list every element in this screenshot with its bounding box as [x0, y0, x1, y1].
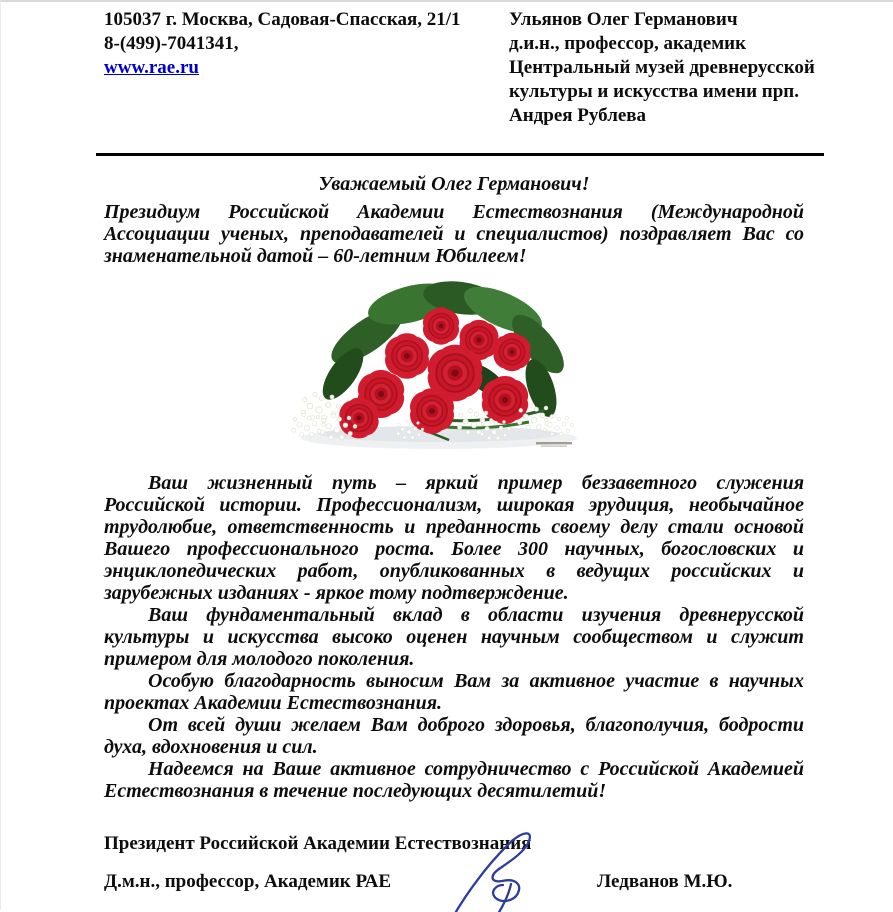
website-link[interactable]: www.rae.ru [104, 57, 199, 78]
recipient-organization: Центральный музей древнерусской культуры и искусства имени прп. Андрея Рублева [509, 57, 815, 126]
image-watermark [536, 442, 572, 447]
body-paragraph: Надеемся на Ваше активное сотрудничество с Российской Академией Естествознания в течение последующих десятилетий! [104, 758, 804, 802]
roses-photo [289, 270, 579, 452]
sender-address-block [104, 8, 499, 80]
body-paragraph: Ваш жизненный путь – яркий пример беззаветного служения Российской истории. Профессионализм, широкая эрудиция, необычайное трудолюбие, ответственность и преданность своему делу стали основой Вашего профессионального роста. Более 300 научных, богословских и энциклопедических работ, опубликованных в ведущих российских и зарубежных изданиях - яркое тому подтверждение. [104, 472, 804, 604]
letter-body [104, 472, 804, 802]
sender-phone-line: 8-(499)-7041341, [104, 33, 239, 54]
body-paragraph: Особую благодарность выносим Вам за активное участие в научных проектах Академии Естествознания. [104, 670, 804, 714]
signer-name: Ледванов М.Ю. [597, 871, 733, 892]
body-paragraph: От всей души желаем Вам доброго здоровья, благополучия, бодрости духа, вдохновения и сил. [104, 714, 804, 758]
salutation: Уважаемый Олег Германович! [318, 173, 590, 195]
recipient-name: Ульянов Олег Германович [509, 9, 738, 30]
header-divider-rule [96, 153, 824, 156]
signer-degree: Д.м.н., профессор, Академик РАЕ [104, 871, 392, 892]
recipient-block [509, 8, 865, 128]
recipient-title: д.и.н., профессор, академик [509, 33, 747, 54]
intro-paragraph: Президиум Российской Академии Естествознания (Международной Ассоциации ученых, преподавателей и специалистов) поздравляет Вас со знаменательной датой – 60-летним Юбилеем! [104, 201, 804, 267]
signer-title: Президент Российской Академии Естествознания [104, 833, 532, 854]
handwritten-signature [445, 832, 565, 912]
body-paragraph: Ваш фундаментальный вклад в области изучения древнерусской культуры и искусства высоко оценен научным сообществом и служит примером для молодого поколения. [104, 604, 804, 670]
sender-address-line: 105037 г. Москва, Садовая-Спасская, 21/1 [104, 9, 461, 30]
